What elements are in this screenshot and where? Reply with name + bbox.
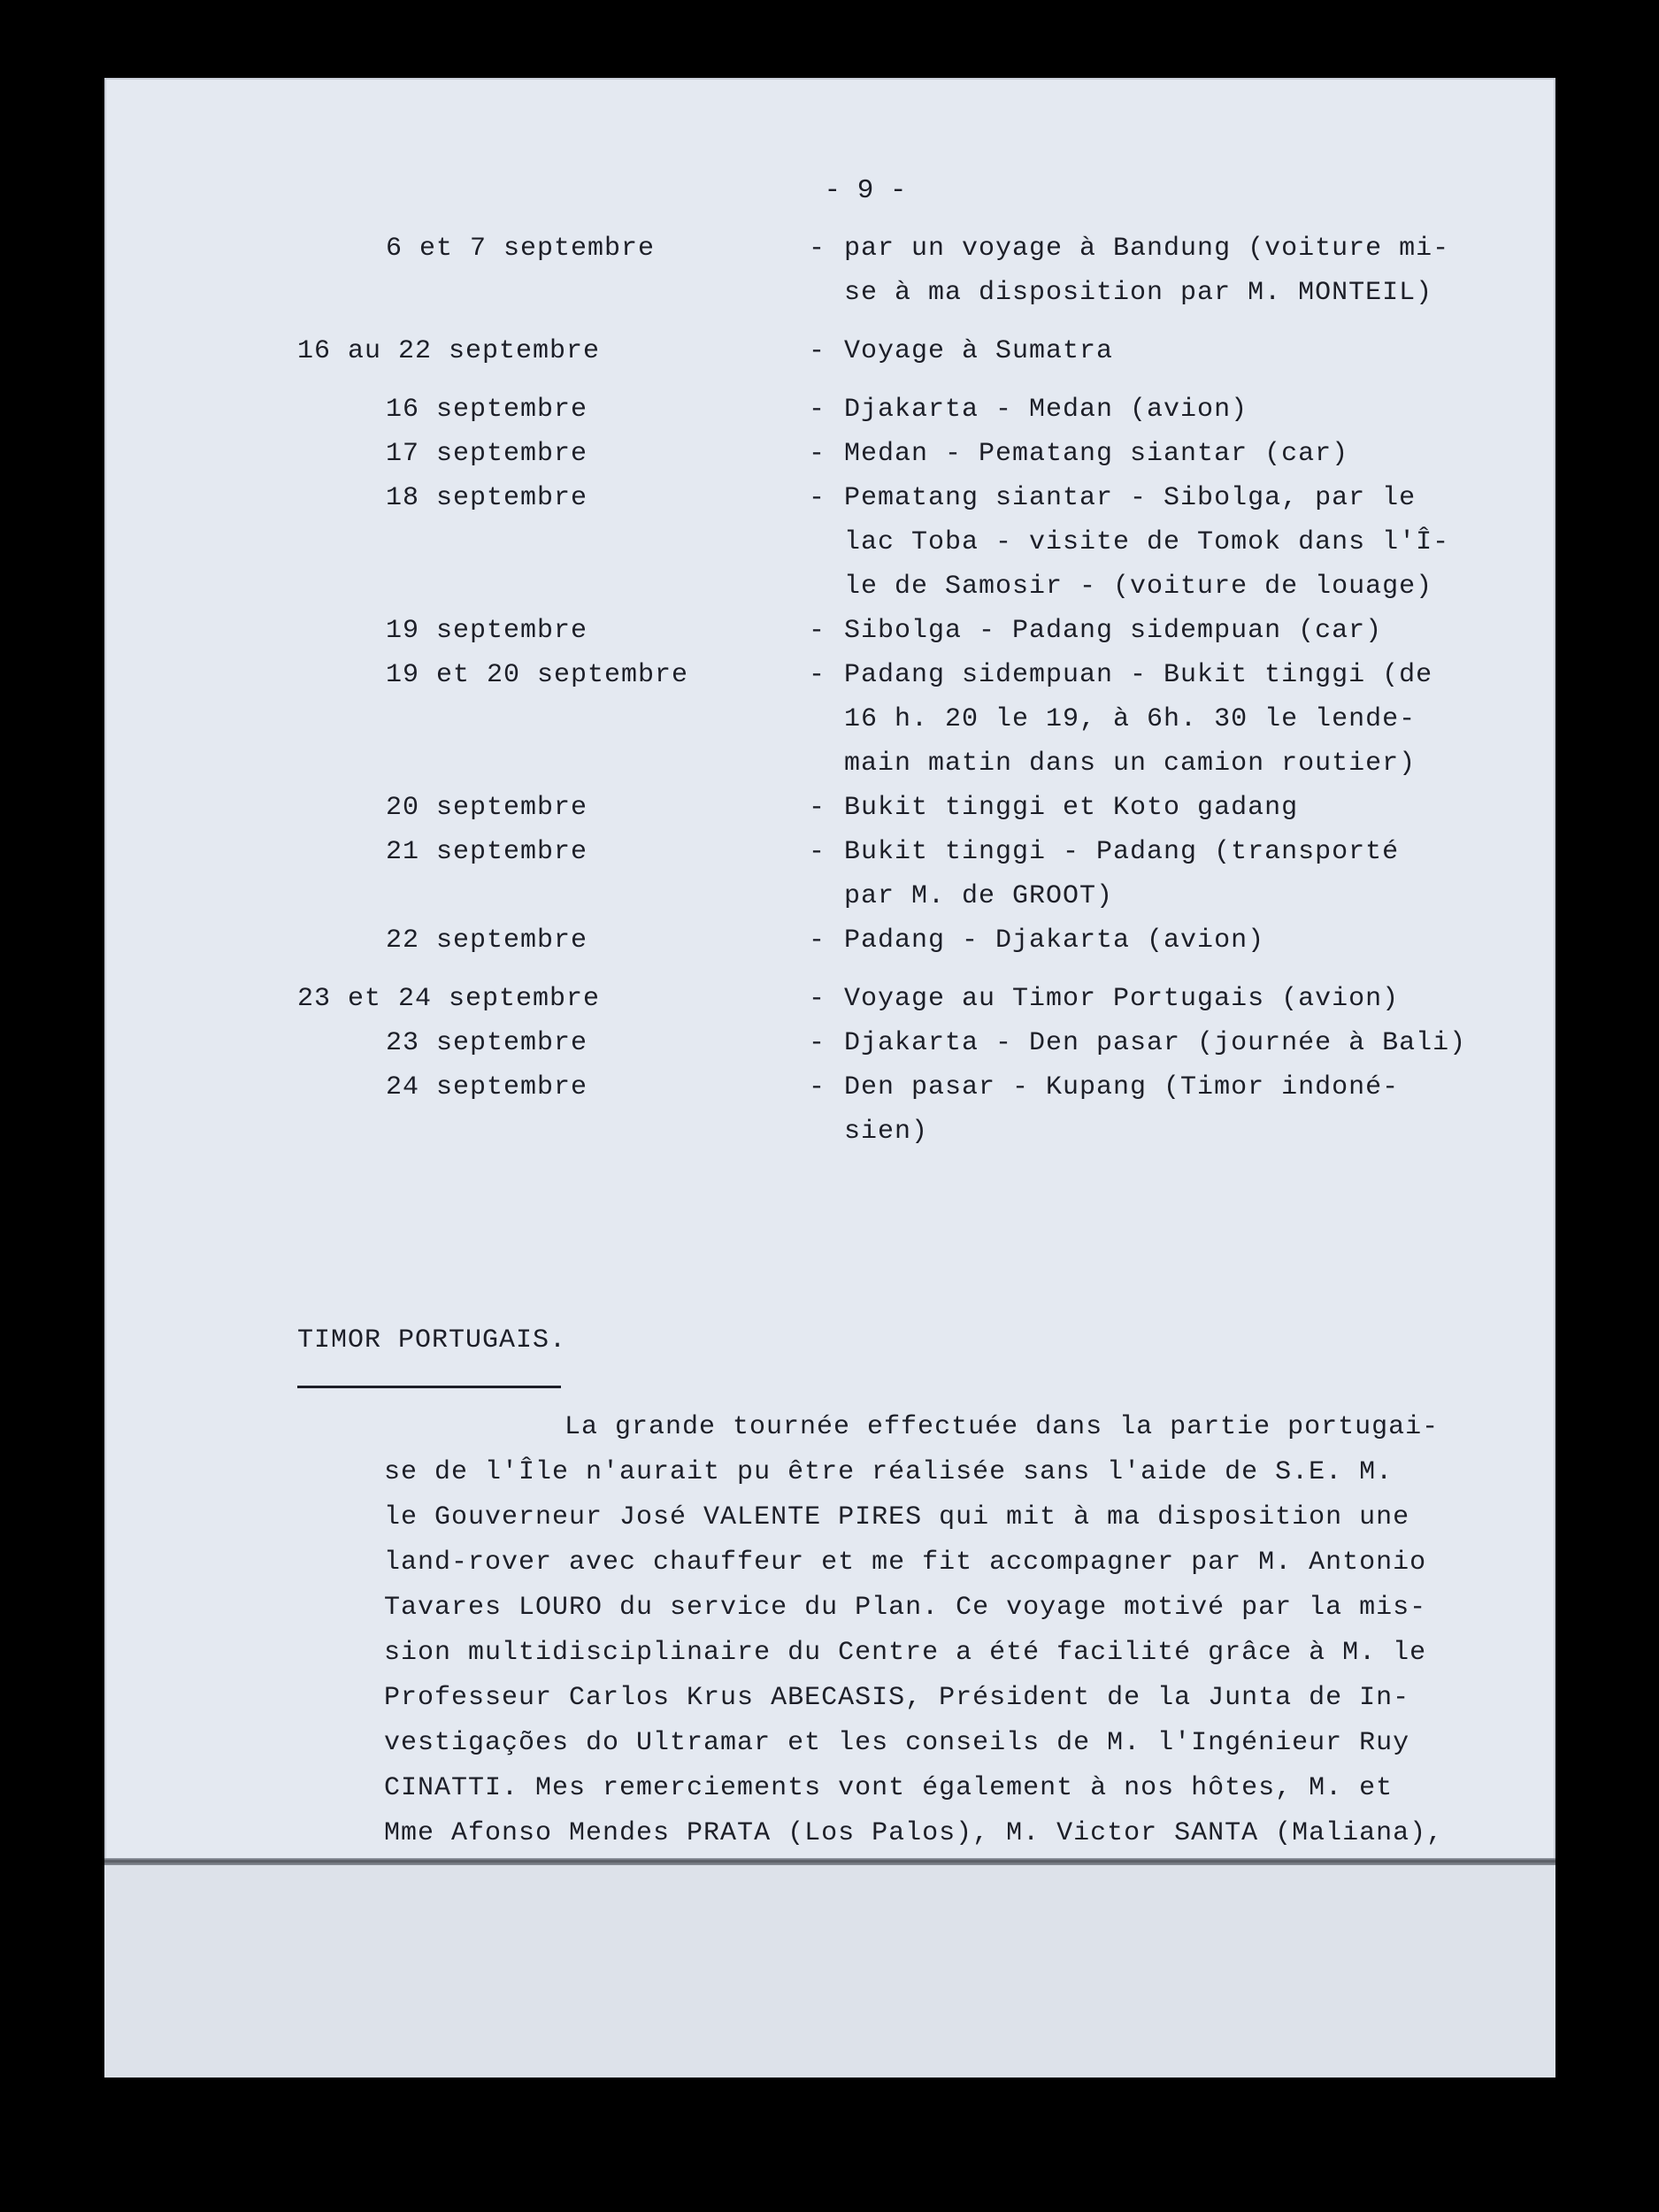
itinerary-description-line	[809, 388, 1248, 432]
itinerary-description-line: le de Samosir - (voiture de louage)	[844, 572, 1433, 602]
itinerary-description	[809, 786, 1298, 830]
paragraph-line: Tavares LOURO du service du Plan. Ce voyage motivé par la mis-	[384, 1593, 1427, 1623]
dash-bullet: -	[809, 336, 826, 366]
paragraph-line: se de l'Île n'aurait pu être réalisée sans l'aide de S.E. M.	[384, 1457, 1394, 1487]
itinerary-date: 19 septembre	[386, 616, 588, 646]
dash-bullet: -	[809, 1028, 826, 1058]
dash-bullet: -	[809, 984, 826, 1014]
itinerary-description	[809, 476, 1449, 609]
paragraph-line: land-rover avec chauffeur et me fit accompagner par M. Antonio	[384, 1548, 1427, 1578]
itinerary-description-line	[809, 609, 1382, 653]
itinerary-date: 18 septembre	[386, 483, 588, 513]
dash-bullet: -	[809, 660, 826, 690]
paragraph-line: le Gouverneur José VALENTE PIRES qui mit à ma disposition une	[384, 1502, 1410, 1532]
section-heading: TIMOR PORTUGAIS.	[297, 1325, 567, 1356]
itinerary-description	[809, 830, 1399, 918]
itinerary-description	[809, 388, 1248, 432]
paragraph-line: vestigações do Ultramar et les conseils de M. l'Ingénieur Ruy	[384, 1728, 1410, 1758]
itinerary-description-line: main matin dans un camion routier)	[844, 749, 1417, 779]
itinerary-description-text: Padang sidempuan - Bukit tinggi (de	[844, 660, 1433, 690]
dash-bullet: -	[809, 395, 826, 425]
itinerary-description-text: Bukit tinggi - Padang (transporté	[844, 837, 1400, 867]
paragraph-line: Professeur Carlos Krus ABECASIS, Président de la Junta de In-	[384, 1683, 1410, 1713]
itinerary-description-text: Bukit tinggi et Koto gadang	[844, 793, 1299, 823]
itinerary-description-text: Djakarta - Den pasar (journée à Bali)	[844, 1028, 1467, 1058]
itinerary-description-text: Medan - Pematang siantar (car)	[844, 439, 1349, 469]
itinerary-description-line	[809, 977, 1399, 1021]
itinerary-description	[809, 1065, 1399, 1154]
itinerary-description	[809, 609, 1382, 653]
itinerary-description-line	[809, 227, 1449, 271]
dash-bullet: -	[809, 926, 826, 956]
itinerary-description-line	[809, 432, 1348, 476]
itinerary-date: 22 septembre	[386, 926, 588, 956]
itinerary-date: 16 au 22 septembre	[297, 336, 601, 366]
dash-bullet: -	[809, 439, 826, 469]
paragraph-line: La grande tournée effectuée dans la partie portugai-	[565, 1412, 1440, 1442]
dash-bullet: -	[809, 616, 826, 646]
itinerary-description-text: Den pasar - Kupang (Timor indoné-	[844, 1072, 1400, 1102]
itinerary-description-line: par M. de GROOT)	[844, 881, 1114, 911]
itinerary-description-line	[809, 653, 1432, 697]
itinerary-description	[809, 653, 1432, 786]
itinerary-description-line: 16 h. 20 le 19, à 6h. 30 le lende-	[844, 704, 1417, 734]
itinerary-date: 20 septembre	[386, 793, 588, 823]
itinerary-description-text: par un voyage à Bandung (voiture mi-	[844, 234, 1450, 264]
itinerary-date: 24 septembre	[386, 1072, 588, 1102]
itinerary-description	[809, 918, 1264, 963]
dash-bullet: -	[809, 1072, 826, 1102]
itinerary-description-text: Padang - Djakarta (avion)	[844, 926, 1265, 956]
itinerary-description	[809, 329, 1113, 373]
dash-bullet: -	[809, 483, 826, 513]
itinerary-description-text: Pematang siantar - Sibolga, par le	[844, 483, 1417, 513]
page-lower-margin	[104, 1865, 1555, 2078]
itinerary-date: 16 septembre	[386, 395, 588, 425]
itinerary-description-text: Djakarta - Medan (avion)	[844, 395, 1248, 425]
body-paragraph	[384, 1405, 1552, 1856]
itinerary-date: 21 septembre	[386, 837, 588, 867]
dash-bullet: -	[809, 793, 826, 823]
itinerary-description-line	[809, 476, 1449, 520]
heading-underline	[297, 1386, 561, 1388]
document-page	[104, 78, 1555, 2078]
itinerary-description-line	[809, 329, 1113, 373]
itinerary-date: 23 septembre	[386, 1028, 588, 1058]
itinerary-date: 17 septembre	[386, 439, 588, 469]
itinerary-date: 23 et 24 septembre	[297, 984, 601, 1014]
page-number: - 9 -	[824, 175, 907, 206]
paragraph-line: sion multidisciplinaire du Centre a été facilité grâce à M. le	[384, 1638, 1427, 1668]
itinerary-description-line	[809, 1065, 1399, 1110]
itinerary-description-line	[809, 830, 1399, 874]
itinerary-description-line: sien)	[844, 1117, 929, 1147]
itinerary-description-line	[809, 1021, 1466, 1065]
itinerary-description-line	[809, 786, 1298, 830]
itinerary-description-text: Sibolga - Padang sidempuan (car)	[844, 616, 1383, 646]
itinerary-description-line	[809, 918, 1264, 963]
dash-bullet: -	[809, 837, 826, 867]
itinerary-date: 19 et 20 septembre	[386, 660, 689, 690]
itinerary-description	[809, 977, 1399, 1021]
itinerary-description	[809, 227, 1449, 315]
itinerary-description	[809, 1021, 1466, 1065]
itinerary-date: 6 et 7 septembre	[386, 234, 656, 264]
itinerary-description-text: Voyage au Timor Portugais (avion)	[844, 984, 1400, 1014]
itinerary-description	[809, 432, 1348, 476]
itinerary-description-line: lac Toba - visite de Tomok dans l'Î-	[844, 527, 1450, 557]
paragraph-line: CINATTI. Mes remerciements vont également à nos hôtes, M. et	[384, 1773, 1394, 1803]
scan-edge-line	[104, 1858, 1555, 1865]
itinerary-description-text: Voyage à Sumatra	[844, 336, 1114, 366]
itinerary-description-line: se à ma disposition par M. MONTEIL)	[844, 278, 1433, 308]
dash-bullet: -	[809, 234, 826, 264]
paragraph-line: Mme Afonso Mendes PRATA (Los Palos), M. Victor SANTA (Maliana),	[384, 1818, 1444, 1848]
